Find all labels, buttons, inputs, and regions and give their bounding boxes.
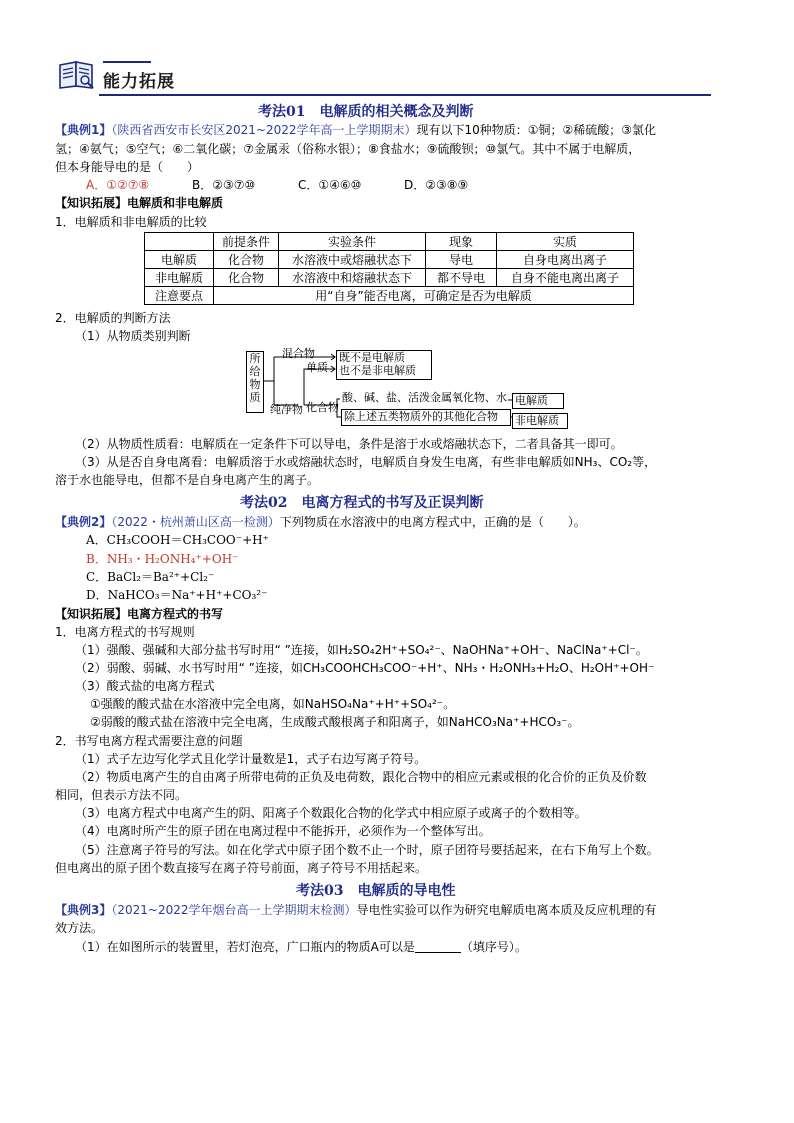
example-1-source: （陕西省西安市长安区2021~2022学年高一上学期期末） <box>111 123 417 137</box>
example-3-label: 【典例3】 <box>55 903 112 917</box>
table-note-label: 注意要点 <box>145 287 214 305</box>
table-row <box>145 269 634 287</box>
example-3-text-1: 导电性实验可以作为研究电解质电离本质及反应机理的有 <box>356 903 657 917</box>
knowledge-1-point-2-2: （2）从物质性质看：电解质在一定条件下可以导电，条件是溶于水或熔融状态下，二者具备其一即可。 <box>75 437 623 451</box>
example-3-text-2: 效方法。 <box>55 921 104 935</box>
knowledge-1-point-1: 1．电解质和非电解质的比较 <box>55 215 207 229</box>
diagram-neither-box <box>336 350 432 380</box>
table-row <box>145 251 634 269</box>
example-1-line-1 <box>55 122 656 139</box>
knowledge-2-rule-2-1: （1）式子左边写化学式且化学计量数是1，式子右边写离子符号。 <box>75 752 427 766</box>
knowledge-1-point-2-3a: （3）从是否自身电离看：电解质溶于水或熔融状态时，电解质自身发生电离，有些非电解质如NH₃、CO₂等， <box>75 455 657 469</box>
example-3-line-1 <box>55 902 657 919</box>
section-title-1: 考法01 电解质的相关概念及判断 <box>258 104 474 120</box>
knowledge-2-rule-1: 1．电离方程式的书写规则 <box>55 625 195 639</box>
diagram-element-label: 单质 <box>306 361 328 374</box>
table-cell: 化合物 <box>214 269 279 287</box>
knowledge-2-rule-2-4: （4）电离时所产生的原子团在电离过程中不能拆开，必须作为一个整体写出。 <box>75 824 491 838</box>
table-note-text: 用“自身”能否电离，可确定是否为电解质 <box>214 287 634 305</box>
table-cell: 自身不能电离出离子 <box>497 269 634 287</box>
answer-blank[interactable] <box>415 940 461 953</box>
book-icon <box>57 57 97 91</box>
example-1-text-3: 但本身能导电的是（ ） <box>55 160 200 174</box>
example-1-text-2: 氢；④氨气；⑤空气；⑥二氧化碳；⑦金属汞（俗称水银）；⑧食盐水；⑨硫酸钡；⑩氯气。其中不属于电解质， <box>55 142 641 156</box>
example-3-source: （2021~2022学年烟台高一上学期期末检测） <box>111 903 357 917</box>
knowledge-2-rule-1-3a: ①强酸的酸式盐在水溶液中完全电离，如NaHSO₄Na⁺+H⁺+SO₄²⁻。 <box>90 697 456 711</box>
example-2-text: 下列物质在水溶液中的电离方程式中，正确的是（ ）。 <box>279 515 586 529</box>
table-cell: 导电 <box>426 251 497 269</box>
diagram-neither-line-2: 也不是非电解质 <box>339 364 416 377</box>
diagram-category-2: 除上述五类物质外的其他化合物 <box>341 409 511 426</box>
classification-diagram <box>240 345 570 433</box>
knowledge-2-rule-2-3: （3）电离方程式中电离产生的阴、阳离子个数跟化合物的化学式中相应原子或离子的个数相等。 <box>75 806 587 820</box>
knowledge-2-rule-2-5a: （5）注意离子符号的写法。如在化学式中原子团个数不止一个时，原子团符号要括起来，在右下角写上个数。 <box>75 843 659 857</box>
example-2-option-b: B．NH₃・H₂ONH₄⁺+OH⁻ <box>86 552 239 566</box>
table-header-cell <box>145 233 214 251</box>
example-2-option-c: C．BaCl₂＝Ba²⁺+Cl₂⁻ <box>86 570 215 584</box>
example-2-label: 【典例2】 <box>55 515 112 529</box>
example-1-option-c: C．①④⑥⑩ <box>298 178 362 192</box>
diagram-root-box: 所给物质 <box>246 351 264 413</box>
diagram-category-1: 酸、碱、盐、活泼金属氧化物、水 <box>342 391 507 404</box>
example-2-option-d: D．NaHCO₃＝Na⁺+H⁺+CO₃²⁻ <box>86 588 268 602</box>
question-1-text: （1）在如图所示的装置里，若灯泡亮，广口瓶内的物质A可以是 <box>75 940 415 954</box>
example-2-option-a: A．CH₃COOH＝CH₃COO⁻+H⁺ <box>86 533 269 547</box>
example-2-line <box>55 514 586 531</box>
table-header-cell: 现象 <box>426 233 497 251</box>
table-note-row <box>145 287 634 305</box>
header-accent-line <box>103 61 151 63</box>
question-1-suffix: （填序号）。 <box>460 940 527 954</box>
table-cell: 非电解质 <box>145 269 214 287</box>
knowledge-1-point-2: 2．电解质的判断方法 <box>55 311 171 325</box>
example-2-source: （2022・杭州萧山区高一检测） <box>111 515 280 529</box>
diagram-pure-label: 纯净物 <box>270 403 303 416</box>
header-title: 能力拓展 <box>103 72 175 92</box>
knowledge-1-point-2-1: （1）从物质类别判断 <box>75 329 191 343</box>
header-underline <box>99 94 711 96</box>
table-cell: 水溶液中和熔融状态下 <box>279 269 426 287</box>
example-1-option-a: A．①②⑦⑧ <box>86 178 150 192</box>
knowledge-2-label: 【知识拓展】电离方程式的书写 <box>55 607 224 621</box>
table-header-row <box>145 233 634 251</box>
knowledge-2-rule-2-5b: 但电离出的原子团个数直接写在离子符号前面，离子符号不用括起来。 <box>55 861 428 875</box>
table-cell: 水溶液中或熔融状态下 <box>279 251 426 269</box>
knowledge-1-label: 【知识拓展】电解质和非电解质 <box>55 196 224 210</box>
table-cell: 自身电离出离子 <box>497 251 634 269</box>
diagram-electrolyte-box: 电解质 <box>512 393 564 409</box>
section-header <box>55 55 710 97</box>
section-title-2: 考法02 电离方程式的书写及正误判断 <box>240 495 484 511</box>
knowledge-2-rule-2-2b: 相同，但表示方法不同。 <box>55 788 188 802</box>
example-3-question-1 <box>75 939 527 956</box>
knowledge-2-rule-1-3: （3）酸式盐的电离方程式 <box>75 679 215 693</box>
comparison-table <box>144 232 634 305</box>
section-title-3: 考法03 电解质的导电性 <box>296 883 456 899</box>
diagram-neither-line-1: 既不是电解质 <box>339 351 405 364</box>
table-cell: 电解质 <box>145 251 214 269</box>
example-1-option-b: B．②③⑦⑩ <box>192 178 256 192</box>
diagram-mixture-label: 混合物 <box>282 347 315 360</box>
table-cell: 都不导电 <box>426 269 497 287</box>
knowledge-2-rule-1-3b: ②弱酸的酸式盐在溶液中完全电离，生成酸式酸根离子和阳离子，如NaHCO₃Na⁺+HCO₃⁻。 <box>90 715 580 729</box>
knowledge-2-rule-1-1: （1）强酸、强碱和大部分盐书写时用“ ”连接，如H₂SO₄2H⁺+SO₄²⁻、NaOHNa⁺+OH⁻、NaClNa⁺+Cl⁻。 <box>75 643 648 657</box>
example-1-label: 【典例1】 <box>55 123 112 137</box>
knowledge-2-rule-2: 2．书写电离方程式需要注意的问题 <box>55 734 243 748</box>
table-cell: 化合物 <box>214 251 279 269</box>
knowledge-2-rule-2-2a: （2）物质电离产生的自由离子所带电荷的正负及电荷数，跟化合物中的相应元素或根的化合价的正负及价数 <box>75 770 647 784</box>
table-header-cell: 实质 <box>497 233 634 251</box>
diagram-compound-label: 化合物 <box>306 401 339 414</box>
diagram-nonelectrolyte-box: 非电解质 <box>512 413 568 429</box>
table-header-cell: 前提条件 <box>214 233 279 251</box>
knowledge-1-point-2-3b: 溶于水也能导电，但都不是自身电离产生的离子。 <box>55 473 320 487</box>
example-1-text-1: 现有以下10种物质：①铜；②稀硫酸；③氯化 <box>416 123 657 137</box>
knowledge-2-rule-1-2: （2）弱酸、弱碱、水书写时用“ ”连接，如CH₃COOHCH₃COO⁻+H⁺、NH₃・H₂ONH₃+H₂O、H₂OH⁺+OH⁻ <box>75 661 655 675</box>
example-1-option-d: D．②③⑧⑨ <box>404 178 469 192</box>
table-header-cell: 实验条件 <box>279 233 426 251</box>
